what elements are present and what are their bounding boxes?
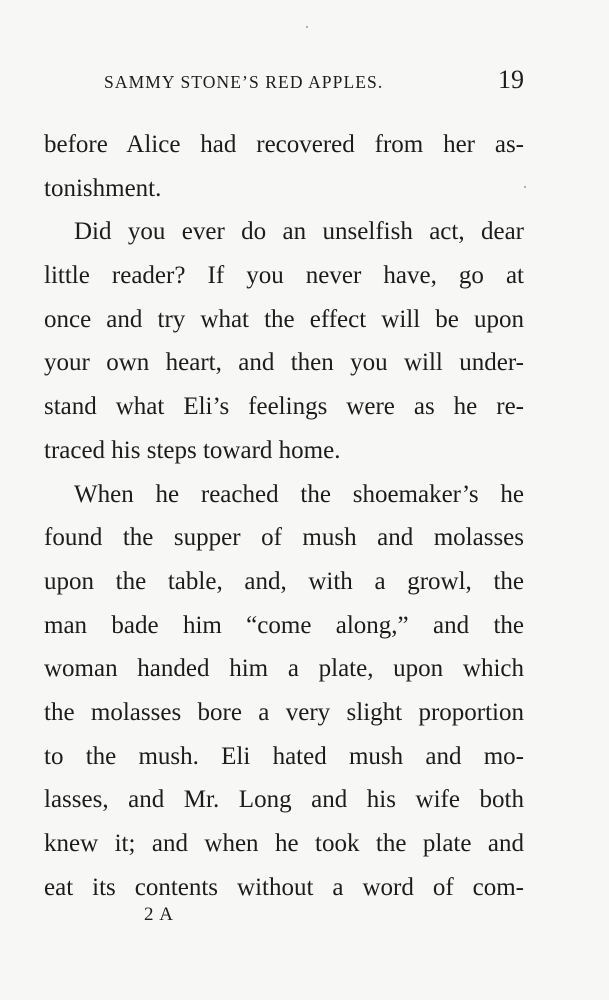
text-line: stand what Eli’s feelings were as he re- (44, 393, 524, 421)
text-line: knew it; and when he took the plate and (44, 830, 524, 857)
text-line: the molasses bore a very slight proportion (44, 698, 524, 726)
paper-speck (524, 186, 526, 188)
text-line: lasses, and Mr. Long and his wife both (44, 786, 524, 814)
text-line: tonishment. (44, 174, 162, 202)
text-line: man bade him “come along,” and the (44, 611, 524, 639)
text-line: your own heart, and then you will under- (44, 349, 524, 377)
signature-mark: 2 A (144, 904, 174, 925)
text-line: once and try what the effect will be upon (44, 305, 524, 333)
text-line: before Alice had recovered from her as- (44, 131, 524, 158)
text-line: to the mush. Eli hated mush and mo- (44, 742, 524, 770)
text-line: When he reached the shoemaker’s he (74, 480, 524, 508)
body-text (44, 123, 524, 909)
running-title: SAMMY STONE’S RED APPLES. (104, 72, 384, 92)
running-head (104, 63, 524, 99)
text-line: eat its contents without a word of com- (44, 873, 524, 901)
text-line: found the supper of mush and molasses (44, 524, 524, 552)
text-line: traced his steps toward home. (44, 436, 341, 464)
text-line: Did you ever do an unselfish act, dear (74, 218, 524, 246)
page-number: 19 (498, 65, 524, 94)
paper-speck (306, 26, 308, 28)
text-line: upon the table, and, with a growl, the (44, 567, 524, 595)
text-line: little reader? If you never have, go at (44, 262, 524, 290)
text-line: woman handed him a plate, upon which (44, 655, 524, 683)
